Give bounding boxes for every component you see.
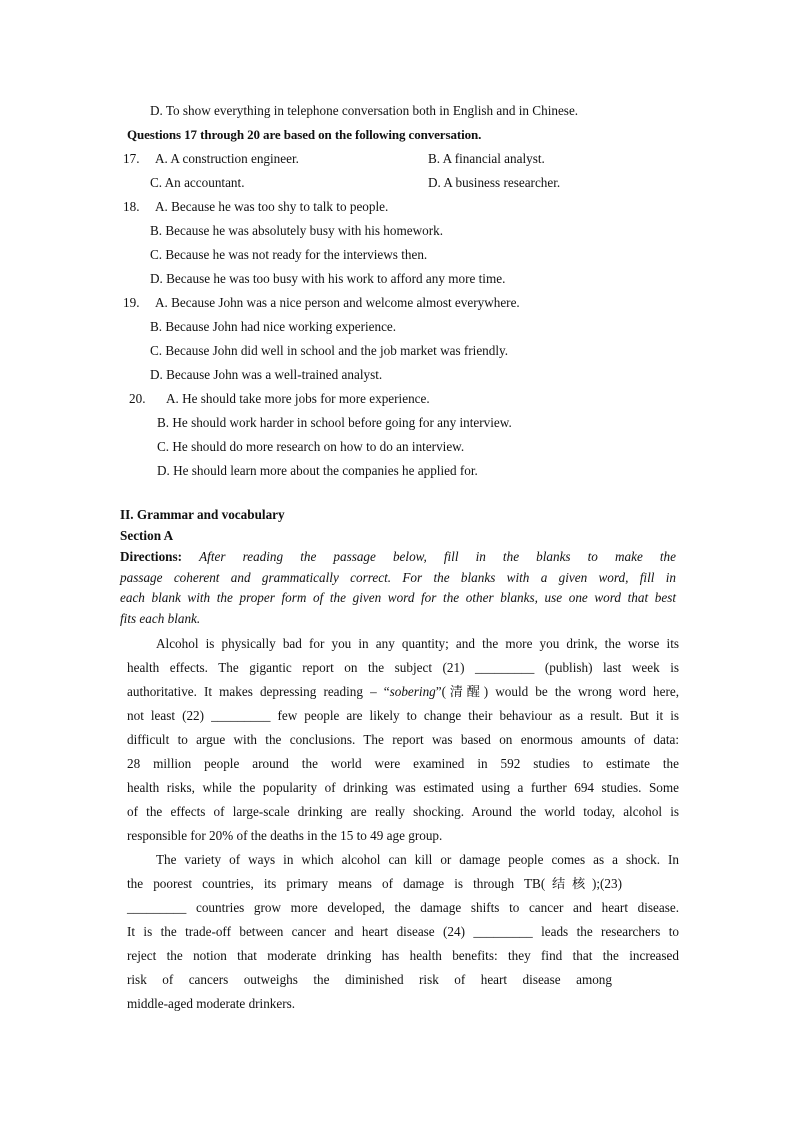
part2-section-label: Section A: [120, 528, 174, 543]
passage-line: health risks, while the popularity of drinking was estimated using a further 694 studies. Some: [127, 780, 679, 795]
directions-line-2: passage coherent and grammatically correct. For the blanks with a given word, fill in: [120, 569, 676, 585]
directions-line-4: fits each blank.: [120, 610, 201, 626]
passage-line: Alcohol is physically bad for you in any quantity; and the more you drink, the worse its: [156, 636, 679, 651]
passage-line: of the effects of large-scale drinking are really shocking. Around the world today, alcohol is: [127, 804, 679, 819]
directions-block: [120, 547, 676, 629]
part2-heading: II. Grammar and vocabulary: [120, 507, 285, 522]
q19-option-c: C. Because John did well in school and the job market was friendly.: [150, 343, 509, 358]
q16-option-d: D. To show everything in telephone conversation both in English and in Chinese.: [150, 103, 579, 118]
passage-line: health effects. The gigantic report on the subject (21) _________ (publish) last week is: [127, 660, 679, 675]
passage-line: middle-aged moderate drinkers.: [127, 996, 296, 1011]
passage-line: The variety of ways in which alcohol can kill or damage people comes as a shock. In: [156, 852, 679, 867]
q20-option-d: D. He should learn more about the companies he applied for.: [157, 463, 478, 478]
q17-option-b: B. A financial analyst.: [428, 151, 545, 166]
q18-option-c: C. Because he was not ready for the interviews then.: [150, 247, 428, 262]
passage-line: difficult to argue with the conclusions. The report was based on enormous amounts of data:: [127, 732, 679, 747]
q19-option-d: D. Because John was a well-trained analyst.: [150, 367, 383, 382]
q20-option-b: B. He should work harder in school before going for any interview.: [157, 415, 512, 430]
q20-option-a: A. He should take more jobs for more experience.: [166, 391, 430, 406]
q18-option-b: B. Because he was absolutely busy with his homework.: [150, 223, 444, 238]
q20-option-c: C. He should do more research on how to do an interview.: [157, 439, 465, 454]
q17-option-a: A. A construction engineer.: [155, 151, 299, 166]
q19-option-b: B. Because John had nice working experience.: [150, 319, 397, 334]
directions-text-1: After reading the passage below, fill in the blanks to make the: [199, 549, 676, 564]
q19-number: 19.: [123, 295, 140, 310]
passage-line: the poorest countries, its primary means of damage is through TB(结核);(23): [127, 876, 622, 891]
q17-number: 17.: [123, 151, 140, 166]
q18-option-d: D. Because he was too busy with his work to afford any more time.: [150, 271, 506, 286]
directions-line-1: [120, 547, 676, 568]
passage-line: authoritative. It makes depressing reading – “sobering”(清醒) would be the wrong word here,: [127, 684, 679, 699]
q18-number: 18.: [123, 199, 140, 214]
passage-line: 28 million people around the world were examined in 592 studies to estimate the: [127, 756, 679, 771]
passage-line: It is the trade-off between cancer and heart disease (24) _________ leads the researchers to: [127, 924, 679, 939]
passage-paragraph-2: [127, 848, 679, 1016]
directions-label: Directions:: [120, 549, 183, 564]
q19-option-a: A. Because John was a nice person and welcome almost everywhere.: [155, 295, 520, 310]
passage-paragraph-1: [127, 632, 679, 848]
passage-line: not least (22) _________ few people are likely to change their behaviour as a result. But it is: [127, 708, 679, 723]
passage-line: reject the notion that moderate drinking has health benefits: they find that the increased: [127, 948, 679, 963]
section-intro: Questions 17 through 20 are based on the following conversation.: [127, 127, 482, 142]
q20-number: 20.: [129, 391, 146, 406]
passage-line: risk of cancers outweighs the diminished risk of heart disease among: [127, 972, 612, 987]
q18-option-a: A. Because he was too shy to talk to people.: [155, 199, 389, 214]
passage-line: responsible for 20% of the deaths in the 15 to 49 age group.: [127, 828, 443, 843]
passage-line: _________ countries grow more developed, the damage shifts to cancer and heart disease.: [127, 900, 679, 915]
directions-line-3: each blank with the proper form of the given word for the other blanks, use one word that best: [120, 590, 676, 605]
q17-option-c: C. An accountant.: [150, 175, 245, 190]
q17-option-d: D. A business researcher.: [428, 175, 561, 190]
